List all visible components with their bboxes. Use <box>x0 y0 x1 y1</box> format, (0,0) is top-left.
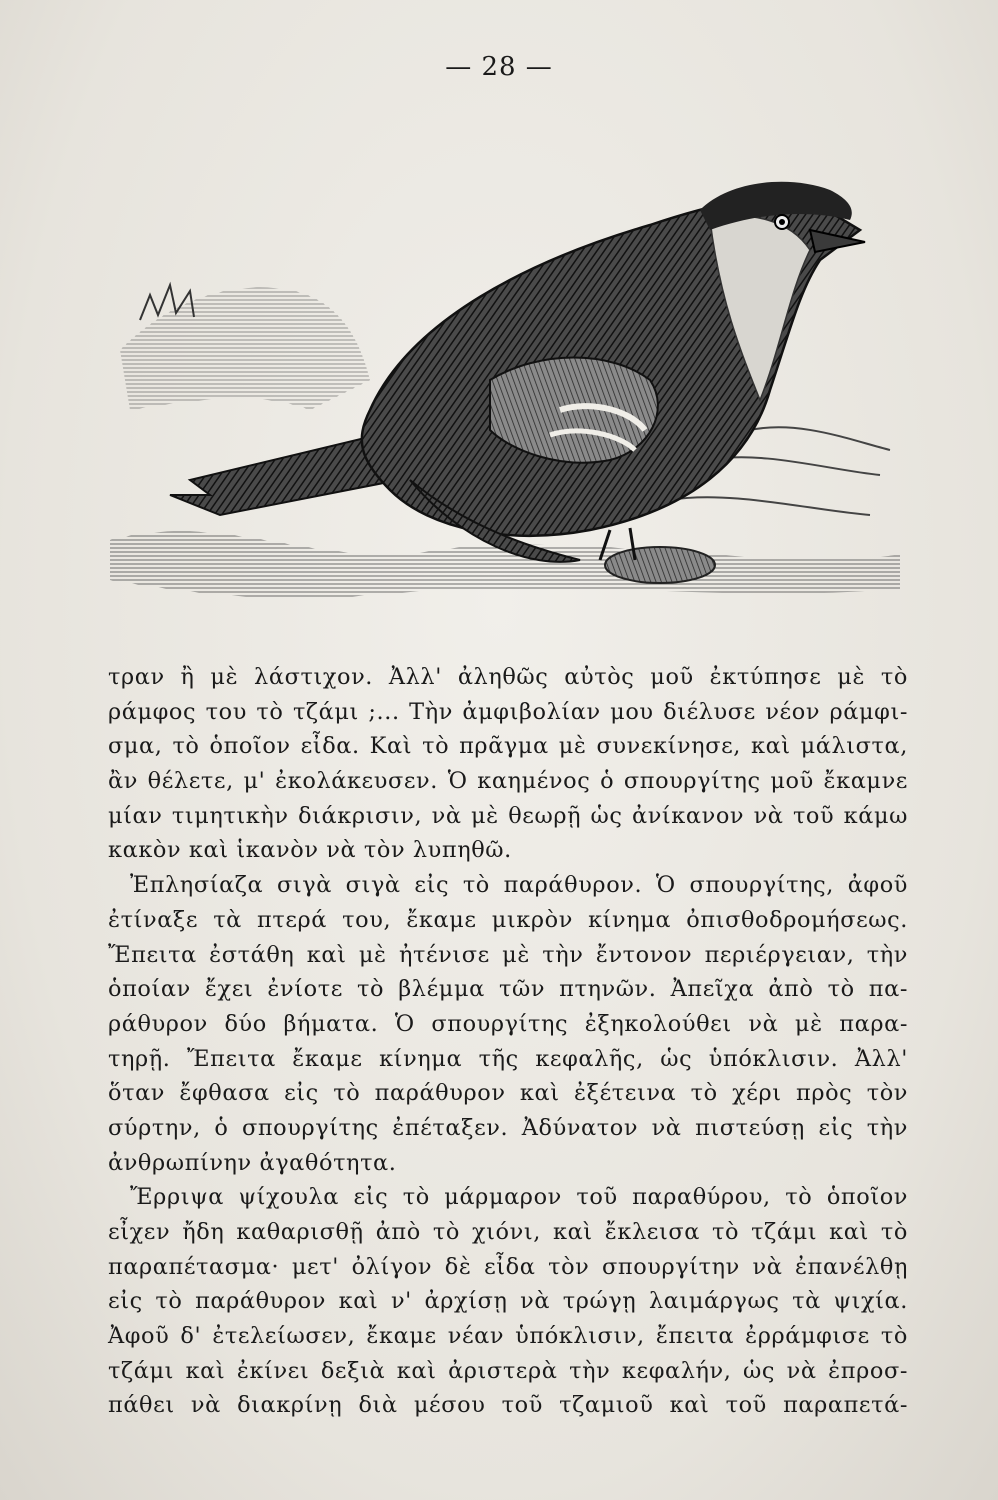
text-line: σύρτην, ὁ σπουργίτης ἐπέταξεν. Ἀδύνατον νὰ πιστεύσῃ εἰς τὴν <box>108 1114 908 1141</box>
text-line: ὅταν ἔφθασα εἰς τὸ παράθυρον καὶ ἐξέτεινα τὸ χέρι πρὸς τὸν <box>108 1080 908 1107</box>
text-line: εἶχεν ἤδη καθαρισθῇ ἀπὸ τὸ χιόνι, καὶ ἔκλεισα τὸ τζάμι καὶ τὸ <box>108 1219 908 1245</box>
text-line: ράθυρον δύο βήματα. Ὁ σπουργίτης ἐξηκολούθει νὰ μὲ παρα- <box>108 1010 908 1037</box>
text-line: τηρῇ. Ἔπειτα ἔκαμε κίνημα τῆς κεφαλῆς, ὡς ὑπόκλισιν. Ἀλλ' <box>108 1045 908 1072</box>
text-line: μίαν τιμητικὴν διάκρισιν, νὰ μὲ θεωρῇ ὡς ἀνίκανον νὰ τοῦ κάμω <box>108 802 908 829</box>
paragraph-1 <box>108 660 908 868</box>
sparrow-icon <box>110 150 900 610</box>
sparrow-illustration <box>110 150 900 610</box>
text-line: Ἐπλησίαζα σιγὰ σιγὰ εἰς τὸ παράθυρον. Ὁ σπουργίτης, ἀφοῦ <box>130 872 908 899</box>
page-number: — 28 — <box>445 52 553 82</box>
text-line: παραπέτασμα· μετ' ὀλίγον δὲ εἶδα τὸν σπουργίτην νὰ ἐπανέλθῃ <box>108 1253 908 1280</box>
text-line: πάθει νὰ διακρίνῃ διὰ μέσου τοῦ τζαμιοῦ καὶ τοῦ παραπετά- <box>108 1392 908 1419</box>
paragraph-3 <box>108 1180 908 1423</box>
text-line: τζάμι καὶ ἐκίνει δεξιὰ καὶ ἀριστερὰ τὴν κεφαλήν, ὡς νὰ ἐπροσ- <box>108 1357 908 1384</box>
text-line: ἐτίναξε τὰ πτερά του, ἔκαμε μικρὸν κίνημα ὀπισθοδρομήσεως. <box>108 906 908 933</box>
text-line: ἂν θέλετε, μ' ἐκολάκευσεν. Ὁ καημένος ὁ σπουργίτης μοῦ ἔκαμνε <box>108 768 908 795</box>
text-line: Ἔρριψα ψίχουλα εἰς τὸ μάρμαρον τοῦ παραθύρου, τὸ ὁποῖον <box>130 1184 908 1211</box>
text-line: ὁποίαν ἔχει ἐνίοτε τὸ βλέμμα τῶν πτηνῶν. Ἀπεῖχα ἀπὸ τὸ πα- <box>108 976 908 1003</box>
text-line: εἰς τὸ παράθυρον καὶ ν' ἀρχίσῃ νὰ τρώγῃ λαιμάργως τὰ ψιχία. <box>108 1288 908 1315</box>
text-line: ἀνθρωπίνην ἀγαθότητα. <box>108 1149 397 1176</box>
text-line: ράμφος του τὸ τζάμι ;... Τὴν ἀμφιβολίαν μου διέλυσε νέον ράμφι- <box>108 698 908 725</box>
text-line: Ἔπειτα ἐστάθη καὶ μὲ ἠτένισε μὲ τὴν ἔντονον περιέργειαν, τὴν <box>108 941 908 968</box>
text-line: κακὸν καὶ ἱκανὸν νὰ τὸν λυπηθῶ. <box>108 837 512 864</box>
text-line: τραν ἢ μὲ λάστιχον. Ἀλλ' ἀληθῶς αὐτὸς μοῦ ἐκτύπησε μὲ τὸ <box>108 664 908 690</box>
text-line: σμα, τὸ ὁποῖον εἶδα. Καὶ τὸ πρᾶγμα μὲ συνεκίνησε, καὶ μάλιστα, <box>108 733 908 760</box>
paragraph-2 <box>108 868 908 1180</box>
body-text <box>108 660 908 1423</box>
text-line: Ἀφοῦ δ' ἐτελείωσεν, ἔκαμε νέαν ὑπόκλισιν, ἔπειτα ἐρράμφισε τὸ <box>108 1323 908 1350</box>
